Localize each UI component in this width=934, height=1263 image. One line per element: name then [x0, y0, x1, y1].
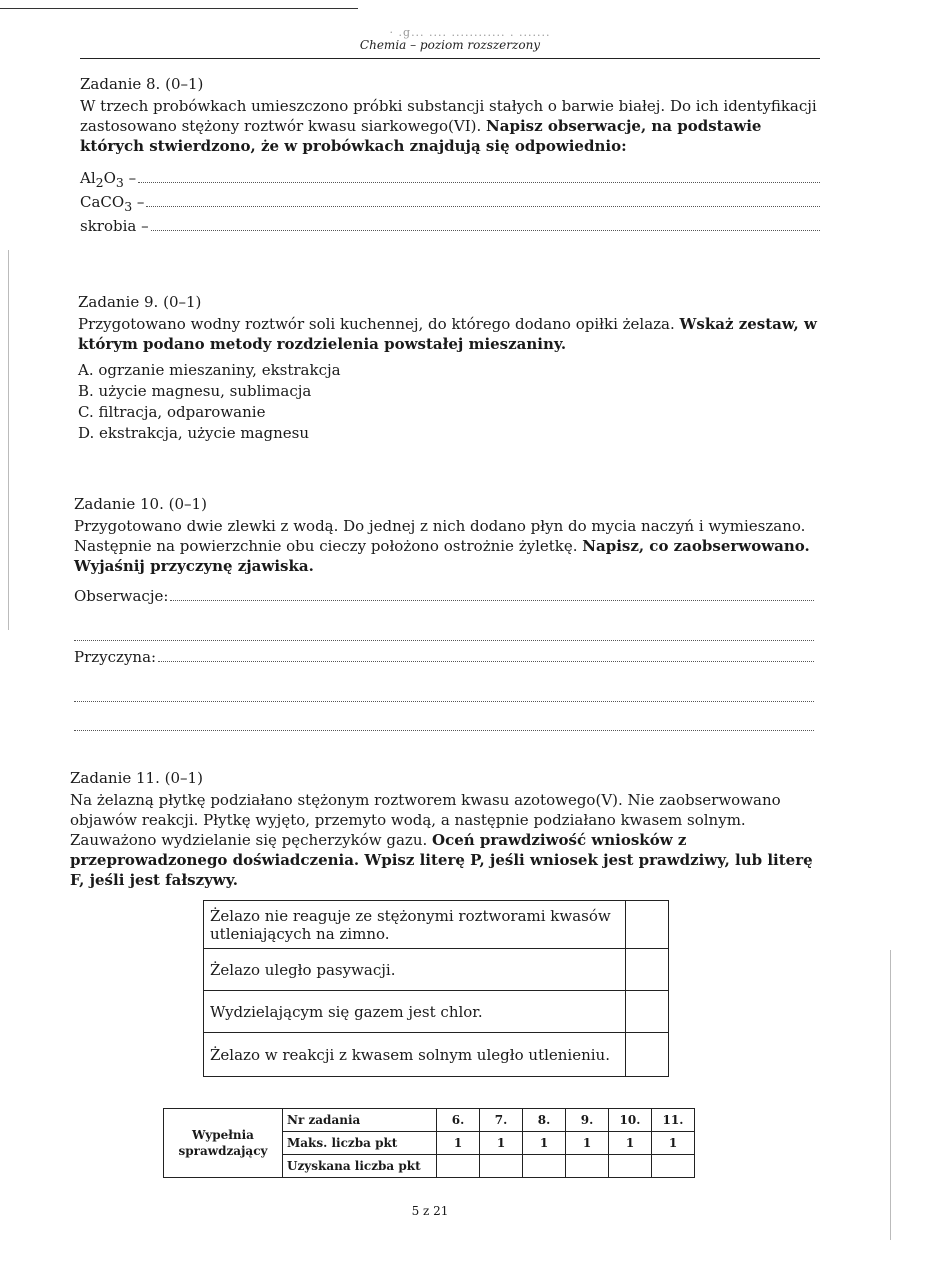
- observation-line-2[interactable]: [74, 626, 814, 641]
- obtained-points-cell[interactable]: [523, 1155, 566, 1178]
- formula-al2o3: $Al_2O_3$ –: [80, 169, 137, 190]
- max-points-cell: 1: [523, 1132, 566, 1155]
- option-c[interactable]: C. filtracja, odparowanie: [78, 403, 266, 421]
- answer-cell-2[interactable]: [626, 949, 669, 991]
- task-10-text: Przygotowano dwie zlewki z wodą. Do jednej z nich dodano płyn do mycia naczyń i wymieszano. Następnie na powierzchnie obu cieczy położono ostrożnie żyletkę.: [74, 517, 806, 555]
- answer-cell-1[interactable]: [626, 901, 669, 949]
- statement-4: Żelazo w reakcji z kwasem solnym uległo utlenieniu.: [204, 1033, 626, 1077]
- task-number-cell: 8.: [523, 1109, 566, 1132]
- true-false-table: [203, 900, 669, 1077]
- obtained-points-cell[interactable]: [566, 1155, 609, 1178]
- page-header: Chemia – poziom rozszerzony: [359, 38, 541, 52]
- label-skrobia: skrobia –: [80, 217, 149, 235]
- task-9-body: [78, 314, 818, 354]
- task-11-text: Na żelazną płytkę podziałano stężonym roztworem kwasu azotowego(V). Nie zaobserwowano objawów reakcji. Płytkę wyjęto, przemyto wodą, a następnie podziałano kwasem solnym. Zauważono wydzielanie się pęcherzyków gazu.: [70, 791, 781, 849]
- obtained-points-cell[interactable]: [652, 1155, 695, 1178]
- task-11: [70, 768, 830, 890]
- task-10-title: Zadanie 10. (0–1): [74, 495, 207, 513]
- obtained-points-cell[interactable]: [480, 1155, 523, 1178]
- task-10-instruction: Napisz, co zaobserwowano. Wyjaśnij przyczynę zjawiska.: [74, 537, 810, 575]
- task-11-instruction: Oceń prawdziwość wniosków z przeprowadzonego doświadczenia. Wpisz literę P, jeśli wniosek jest prawdziwy, lub literę F, jeśli jest fałszywy.: [70, 831, 813, 889]
- task-number-cell: 10.: [609, 1109, 652, 1132]
- observation-line[interactable]: [74, 586, 814, 610]
- answer-line-skrobia[interactable]: [80, 216, 820, 240]
- max-points-cell: 1: [566, 1132, 609, 1155]
- table-row: [204, 901, 669, 949]
- reason-line-3[interactable]: [74, 716, 814, 731]
- task-8: [80, 74, 820, 240]
- task-11-title: Zadanie 11. (0–1): [70, 769, 203, 787]
- task-8-body: [80, 96, 820, 156]
- row-label-task-number: Nr zadania: [283, 1109, 437, 1132]
- task-9-options: [78, 360, 818, 444]
- task-10-body: [74, 516, 814, 576]
- statement-1: Żelazo nie reaguje ze stężonymi roztworami kwasów utleniających na zimno.: [204, 901, 626, 949]
- table-row: [204, 1033, 669, 1077]
- dotted-line: [151, 216, 820, 231]
- task-10: [74, 494, 814, 731]
- statement-3: Wydzielającym się gazem jest chlor.: [204, 991, 626, 1033]
- answer-cell-4[interactable]: [626, 1033, 669, 1077]
- task-8-title: Zadanie 8. (0–1): [80, 75, 204, 93]
- task-9-instruction: Wskaż zestaw, w którym podano metody rozdzielenia powstałej mieszaniny.: [78, 315, 817, 353]
- row-label-max-points: Maks. liczba pkt: [283, 1132, 437, 1155]
- task-9-text: Przygotowano wodny roztwór soli kuchennej, do którego dodano opiłki żelaza.: [78, 315, 680, 333]
- task-number-cell: 7.: [480, 1109, 523, 1132]
- dotted-line: [146, 192, 820, 207]
- statement-2: Żelazo uległo pasywacji.: [204, 949, 626, 991]
- header-faint-text: · .g... .... ............ . .......: [389, 26, 551, 39]
- top-rule: [0, 8, 358, 9]
- formula-caco3: CaCO$_3$ –: [80, 193, 145, 214]
- scan-margin-mark: [890, 950, 891, 1240]
- observation-label: Obserwacje:: [74, 587, 169, 605]
- answer-line-al2o3[interactable]: [80, 168, 820, 192]
- task-9: [78, 292, 818, 444]
- table-row: [204, 949, 669, 991]
- dotted-line: [170, 586, 814, 601]
- task-number-cell: 6.: [437, 1109, 480, 1132]
- dotted-line: [158, 647, 814, 662]
- dotted-line: [138, 168, 820, 183]
- table-row: [164, 1109, 695, 1132]
- page-number: 5 z 21: [411, 1204, 449, 1218]
- max-points-cell: 1: [609, 1132, 652, 1155]
- task-number-cell: 11.: [652, 1109, 695, 1132]
- option-d[interactable]: D. ekstrakcja, użycie magnesu: [78, 424, 309, 442]
- option-a[interactable]: A. ogrzanie mieszaniny, ekstrakcja: [78, 361, 341, 379]
- answer-line-caco3[interactable]: [80, 192, 820, 216]
- option-b[interactable]: B. użycie magnesu, sublimacja: [78, 382, 312, 400]
- scan-margin-mark: [8, 250, 9, 630]
- reason-line[interactable]: [74, 647, 814, 671]
- score-side-label: Wypełnia sprawdzający: [164, 1109, 283, 1178]
- answer-cell-3[interactable]: [626, 991, 669, 1033]
- task-8-instruction: Napisz obserwacje, na podstawie których stwierdzono, że w probówkach znajdują się odpowiednio:: [80, 117, 762, 155]
- max-points-cell: 1: [652, 1132, 695, 1155]
- table-row: [204, 991, 669, 1033]
- row-label-obtained-points: Uzyskana liczba pkt: [283, 1155, 437, 1178]
- max-points-cell: 1: [480, 1132, 523, 1155]
- max-points-cell: 1: [437, 1132, 480, 1155]
- obtained-points-cell[interactable]: [609, 1155, 652, 1178]
- task-9-title: Zadanie 9. (0–1): [78, 293, 202, 311]
- obtained-points-cell[interactable]: [437, 1155, 480, 1178]
- reason-label: Przyczyna:: [74, 648, 157, 666]
- header-rule: [80, 58, 820, 59]
- reason-line-2[interactable]: [74, 687, 814, 702]
- task-11-body: [70, 790, 830, 890]
- task-number-cell: 9.: [566, 1109, 609, 1132]
- score-table: [163, 1108, 695, 1178]
- task-8-text: W trzech probówkach umieszczono próbki substancji stałych o barwie białej. Do ich identyfikacji zastosowano stężony roztwór kwasu siarkowego(VI).: [80, 97, 817, 135]
